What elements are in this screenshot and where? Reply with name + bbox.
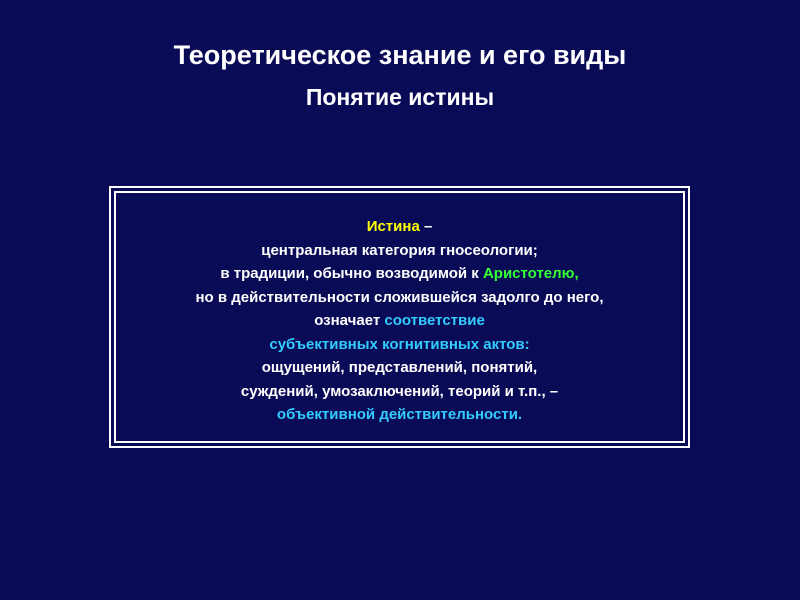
definition-name-aristotle: Аристотелю, [482, 265, 579, 282]
definition-box-inner [114, 191, 685, 443]
definition-line-9: объективной действительности. [276, 406, 523, 423]
slide-subtitle: Понятие истины [305, 84, 495, 110]
definition-line-6: субъективных когнитивных актов: [269, 335, 530, 353]
definition-line-4: но в действительности сложившейся задолго до него, [195, 288, 604, 306]
definition-line-1 [116, 215, 683, 239]
definition-line-5 [116, 309, 683, 333]
definition-box [109, 186, 690, 448]
slide-title: Теоретическое знание и его виды [173, 40, 627, 70]
definition-line-5-prefix: означает [314, 312, 385, 329]
definition-line-7: ощущений, представлений, понятий, [261, 359, 538, 376]
definition-line-2: центральная категория гносеологии; [261, 241, 538, 259]
definition-term-suffix: – [419, 218, 433, 235]
definition-line-8: суждений, умозаключений, теорий и т.п., – [240, 382, 559, 400]
definition-line-3 [116, 262, 683, 286]
definition-line-3-prefix: в традиции, обычно возводимой к [220, 265, 483, 282]
definition-term: Истина [366, 218, 420, 235]
definition-correspondence: соответствие [384, 312, 485, 329]
